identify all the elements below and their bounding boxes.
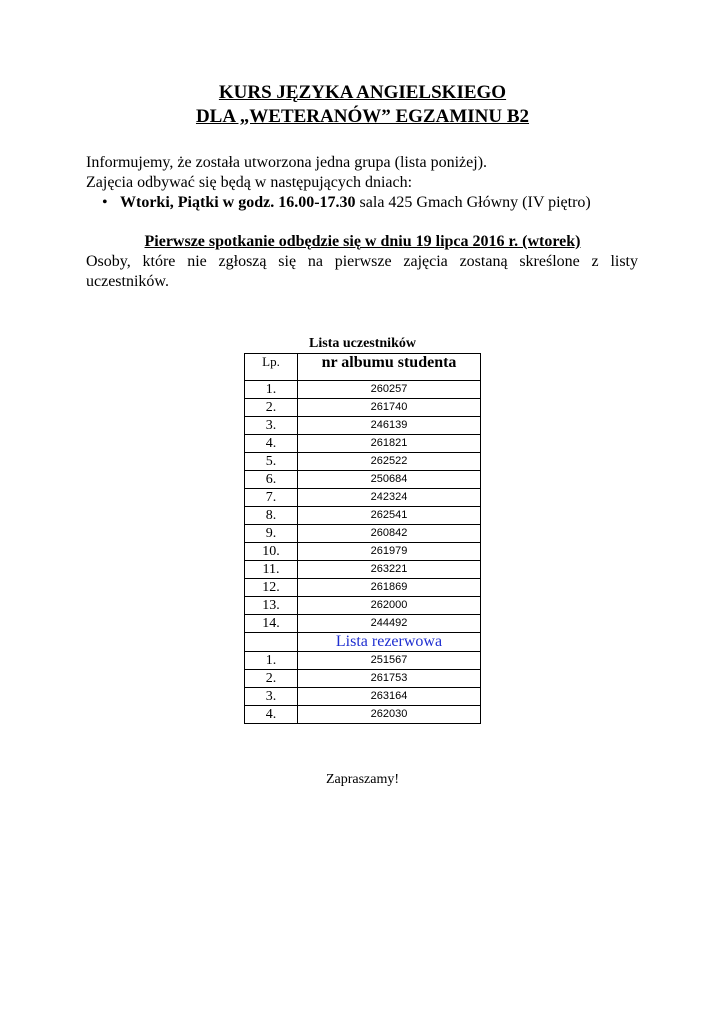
row-lp-cell: 3. [245,688,298,706]
row-album-cell: 263164 [298,688,481,706]
row-lp-cell: 14. [245,615,298,633]
table-row [245,525,481,543]
table-row [245,435,481,453]
reserve-header-row [245,633,481,652]
row-lp-cell: 1. [245,652,298,670]
row-lp-cell: 9. [245,525,298,543]
row-album-cell: 261753 [298,670,481,688]
participants-body [245,381,481,633]
row-album-cell: 262030 [298,706,481,724]
participants-list-title: Lista uczestników [309,336,416,351]
reserve-header-empty-cell [245,633,298,652]
reserve-body [245,652,481,724]
row-album-cell: 261740 [298,399,481,417]
row-lp-cell: 13. [245,597,298,615]
row-album-cell: 261821 [298,435,481,453]
schedule-room: sala 425 Gmach Główny (IV piętro) [355,194,591,211]
row-lp-cell: 3. [245,417,298,435]
row-album-cell: 262522 [298,453,481,471]
table-row [245,615,481,633]
table-row [245,670,481,688]
table-row [245,399,481,417]
row-lp-cell: 4. [245,435,298,453]
row-album-cell: 262541 [298,507,481,525]
table-row [245,579,481,597]
row-album-cell: 250684 [298,471,481,489]
table-row [245,561,481,579]
row-album-cell: 261869 [298,579,481,597]
table-row [245,489,481,507]
first-meeting-notice: Pierwsze spotkanie odbędzie się w dniu 19 lipca 2016 r. (wtorek) [144,233,581,250]
row-album-cell: 260842 [298,525,481,543]
document-title-line-1: KURS JĘZYKA ANGIELSKIEGO [218,82,507,103]
table-header-row [245,354,481,381]
table-row [245,688,481,706]
table-row [245,543,481,561]
reserve-header-body [245,633,481,652]
row-album-cell: 244492 [298,615,481,633]
intro-line-1: Informujemy, że została utworzona jedna grupa (lista poniżej). [86,154,488,171]
schedule-bullet-item [102,193,591,212]
document-title-line-2: DLA „WETERANÓW” EGZAMINU B2 [195,106,530,127]
table-row [245,381,481,399]
row-album-cell: 242324 [298,489,481,507]
table-row [245,471,481,489]
row-lp-cell: 4. [245,706,298,724]
row-lp-cell: 2. [245,399,298,417]
row-lp-cell: 10. [245,543,298,561]
table-row [245,507,481,525]
row-lp-cell: 5. [245,453,298,471]
row-album-cell: 261979 [298,543,481,561]
intro-line-2: Zajęcia odbywać się będą w następujących dniach: [86,174,413,191]
reserve-list-label: Lista rezerwowa [298,633,481,652]
row-album-cell: 260257 [298,381,481,399]
table-row [245,706,481,724]
row-album-cell: 246139 [298,417,481,435]
table-row [245,652,481,670]
column-header-lp: Lp. [245,354,298,381]
row-album-cell: 251567 [298,652,481,670]
bullet-icon: • [102,194,108,211]
removal-warning: Osoby, które nie zgłoszą się na pierwsze zajęcia zostaną skreślone z listy uczestników. [86,253,638,290]
row-album-cell: 262000 [298,597,481,615]
row-lp-cell: 7. [245,489,298,507]
row-lp-cell: 11. [245,561,298,579]
closing-text: Zapraszamy! [325,772,400,787]
row-lp-cell: 8. [245,507,298,525]
column-header-album: nr albumu studenta [298,354,481,381]
table-row [245,417,481,435]
schedule-days-hours: Wtorki, Piątki w godz. 16.00-17.30 [120,194,356,211]
row-lp-cell: 6. [245,471,298,489]
table-row [245,453,481,471]
participants-table [244,353,481,724]
row-lp-cell: 2. [245,670,298,688]
row-album-cell: 263221 [298,561,481,579]
row-lp-cell: 1. [245,381,298,399]
table-row [245,597,481,615]
row-lp-cell: 12. [245,579,298,597]
